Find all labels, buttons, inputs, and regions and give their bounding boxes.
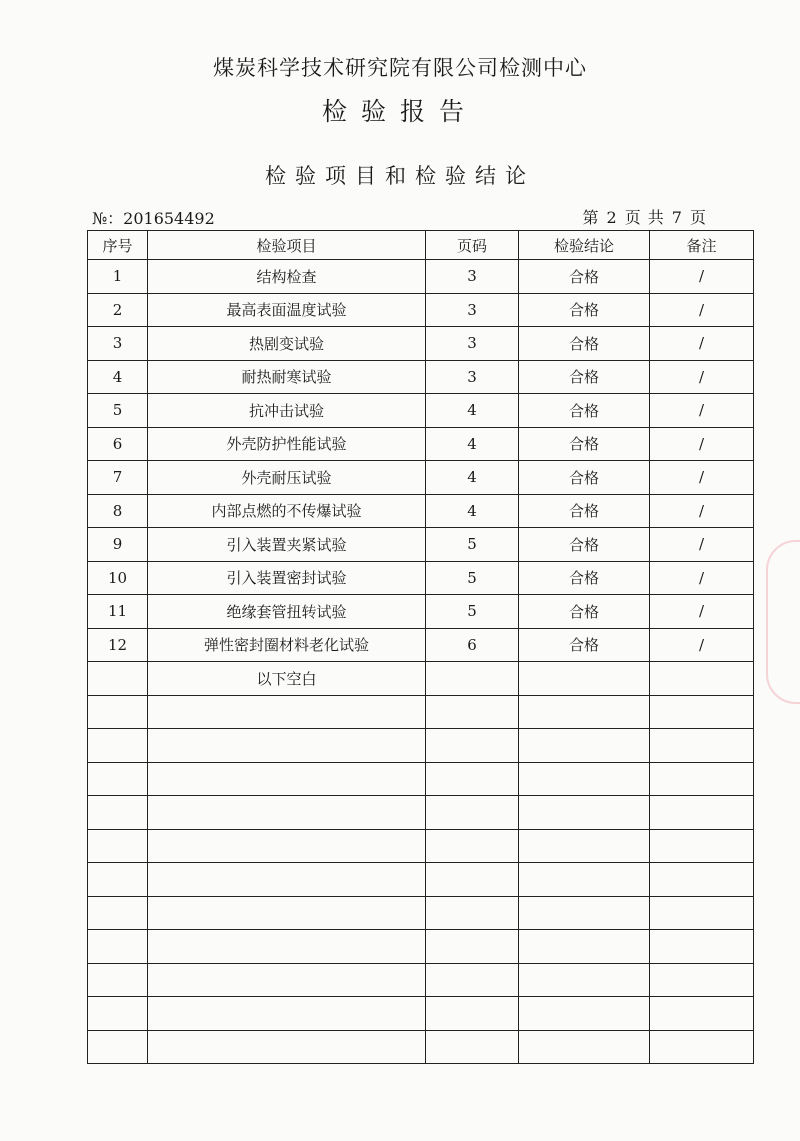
table-row-blank	[88, 1030, 754, 1064]
page-current: 2	[606, 208, 617, 227]
cell-conclusion: 合格	[519, 595, 650, 629]
cell-item: 耐热耐寒试验	[148, 360, 426, 394]
cell-remark: /	[650, 327, 754, 361]
empty-cell	[650, 729, 754, 763]
page-total: 7	[671, 208, 682, 227]
cell-index: 8	[88, 494, 148, 528]
table-row-end-note	[88, 662, 754, 696]
empty-cell	[148, 1030, 426, 1064]
empty-cell	[650, 762, 754, 796]
empty-cell	[148, 729, 426, 763]
empty-cell	[88, 997, 148, 1031]
cell-remark: /	[650, 595, 754, 629]
cell-item: 绝缘套管扭转试验	[148, 595, 426, 629]
empty-cell	[88, 796, 148, 830]
column-header-item: 检验项目	[148, 231, 426, 260]
empty-cell	[148, 796, 426, 830]
empty-cell	[426, 762, 519, 796]
column-header-page: 页码	[426, 231, 519, 260]
table-row	[88, 528, 754, 562]
cell-remark: /	[650, 427, 754, 461]
empty-cell	[650, 1030, 754, 1064]
cell-page: 6	[426, 628, 519, 662]
empty-cell	[519, 829, 650, 863]
empty-cell	[650, 963, 754, 997]
cell-conclusion: 合格	[519, 293, 650, 327]
table-row	[88, 427, 754, 461]
empty-cell	[88, 829, 148, 863]
cell-remark: /	[650, 528, 754, 562]
table-row	[88, 360, 754, 394]
table-row-blank	[88, 729, 754, 763]
cell-conclusion: 合格	[519, 561, 650, 595]
report-number	[92, 206, 215, 229]
empty-cell	[88, 729, 148, 763]
page-mid: 页 共	[624, 208, 664, 227]
empty-cell	[519, 1030, 650, 1064]
empty-cell	[426, 896, 519, 930]
table-row-blank	[88, 863, 754, 897]
empty-cell	[148, 762, 426, 796]
cell-index: 9	[88, 528, 148, 562]
cell-index: 7	[88, 461, 148, 495]
empty-cell	[519, 662, 650, 696]
empty-cell	[519, 729, 650, 763]
table-row-blank	[88, 796, 754, 830]
report-title: 检验报告	[321, 97, 478, 126]
empty-cell	[426, 963, 519, 997]
empty-cell	[426, 930, 519, 964]
empty-cell	[148, 695, 426, 729]
empty-cell	[88, 762, 148, 796]
cell-item: 结构检查	[148, 260, 426, 294]
empty-cell	[148, 963, 426, 997]
empty-cell	[519, 896, 650, 930]
table-row	[88, 628, 754, 662]
inspection-table	[87, 230, 754, 1064]
table-row	[88, 494, 754, 528]
cell-conclusion: 合格	[519, 360, 650, 394]
organization-name: 煤炭科学技术研究院有限公司检测中心	[213, 56, 587, 80]
empty-cell	[519, 796, 650, 830]
cell-remark: /	[650, 628, 754, 662]
cell-index: 6	[88, 427, 148, 461]
empty-cell	[650, 997, 754, 1031]
cell-index: 11	[88, 595, 148, 629]
cell-conclusion: 合格	[519, 528, 650, 562]
empty-cell	[148, 930, 426, 964]
empty-cell	[88, 662, 148, 696]
cell-index: 4	[88, 360, 148, 394]
cell-remark: /	[650, 461, 754, 495]
report-number-value: 201654492	[123, 209, 215, 228]
empty-cell	[650, 829, 754, 863]
column-header-conclusion: 检验结论	[519, 231, 650, 260]
table-row-blank	[88, 997, 754, 1031]
page-prefix: 第	[582, 208, 599, 227]
empty-cell	[650, 863, 754, 897]
cell-page: 5	[426, 528, 519, 562]
table-row	[88, 561, 754, 595]
empty-cell	[426, 796, 519, 830]
cell-page: 4	[426, 494, 519, 528]
cell-page: 3	[426, 360, 519, 394]
empty-cell	[426, 1030, 519, 1064]
table-header-row	[88, 231, 754, 260]
table-row-blank	[88, 762, 754, 796]
cell-page: 5	[426, 561, 519, 595]
cell-item: 弹性密封圈材料老化试验	[148, 628, 426, 662]
cell-index: 1	[88, 260, 148, 294]
empty-cell	[88, 930, 148, 964]
cell-remark: /	[650, 394, 754, 428]
table-row-blank	[88, 829, 754, 863]
empty-cell	[426, 695, 519, 729]
section-title: 检验项目和检验结论	[265, 164, 535, 188]
empty-cell	[650, 662, 754, 696]
red-seal-stamp	[766, 540, 800, 704]
cell-remark: /	[650, 360, 754, 394]
cell-index: 12	[88, 628, 148, 662]
empty-cell	[148, 997, 426, 1031]
empty-cell	[148, 896, 426, 930]
cell-conclusion: 合格	[519, 494, 650, 528]
cell-remark: /	[650, 260, 754, 294]
cell-item: 最高表面温度试验	[148, 293, 426, 327]
empty-cell	[519, 863, 650, 897]
cell-item: 外壳耐压试验	[148, 461, 426, 495]
cell-conclusion: 合格	[519, 260, 650, 294]
empty-cell	[426, 997, 519, 1031]
empty-cell	[519, 695, 650, 729]
table-row-blank	[88, 963, 754, 997]
cell-index: 5	[88, 394, 148, 428]
empty-cell	[650, 896, 754, 930]
cell-remark: /	[650, 494, 754, 528]
table-row	[88, 595, 754, 629]
cell-index: 2	[88, 293, 148, 327]
empty-cell	[650, 930, 754, 964]
cell-index: 10	[88, 561, 148, 595]
table-row	[88, 394, 754, 428]
end-note: 以下空白	[148, 662, 426, 696]
cell-page: 4	[426, 461, 519, 495]
cell-item: 热剧变试验	[148, 327, 426, 361]
page-suffix: 页	[689, 208, 706, 227]
cell-page: 4	[426, 427, 519, 461]
cell-remark: /	[650, 561, 754, 595]
cell-item: 内部点燃的不传爆试验	[148, 494, 426, 528]
table-row-blank	[88, 695, 754, 729]
cell-conclusion: 合格	[519, 327, 650, 361]
empty-cell	[148, 829, 426, 863]
table-row	[88, 461, 754, 495]
cell-index: 3	[88, 327, 148, 361]
empty-cell	[88, 963, 148, 997]
empty-cell	[426, 729, 519, 763]
empty-cell	[426, 863, 519, 897]
cell-item: 外壳防护性能试验	[148, 427, 426, 461]
cell-page: 4	[426, 394, 519, 428]
column-header-remark: 备注	[650, 231, 754, 260]
cell-page: 3	[426, 260, 519, 294]
table-row	[88, 260, 754, 294]
empty-cell	[148, 863, 426, 897]
empty-cell	[519, 762, 650, 796]
empty-cell	[650, 695, 754, 729]
empty-cell	[426, 662, 519, 696]
empty-cell	[650, 796, 754, 830]
cell-remark: /	[650, 293, 754, 327]
empty-cell	[426, 829, 519, 863]
cell-page: 3	[426, 293, 519, 327]
table-row	[88, 293, 754, 327]
cell-conclusion: 合格	[519, 394, 650, 428]
table-row-blank	[88, 930, 754, 964]
cell-page: 3	[426, 327, 519, 361]
cell-page: 5	[426, 595, 519, 629]
cell-item: 引入装置夹紧试验	[148, 528, 426, 562]
page-indicator	[579, 205, 711, 228]
table-body	[88, 260, 754, 1064]
empty-cell	[88, 695, 148, 729]
cell-conclusion: 合格	[519, 427, 650, 461]
table-row	[88, 327, 754, 361]
empty-cell	[519, 997, 650, 1031]
table-row-blank	[88, 896, 754, 930]
cell-conclusion: 合格	[519, 461, 650, 495]
report-number-label: №：	[92, 209, 124, 228]
column-header-index: 序号	[88, 231, 148, 260]
empty-cell	[519, 930, 650, 964]
cell-conclusion: 合格	[519, 628, 650, 662]
empty-cell	[88, 863, 148, 897]
cell-item: 引入装置密封试验	[148, 561, 426, 595]
empty-cell	[519, 963, 650, 997]
empty-cell	[88, 896, 148, 930]
cell-item: 抗冲击试验	[148, 394, 426, 428]
empty-cell	[88, 1030, 148, 1064]
